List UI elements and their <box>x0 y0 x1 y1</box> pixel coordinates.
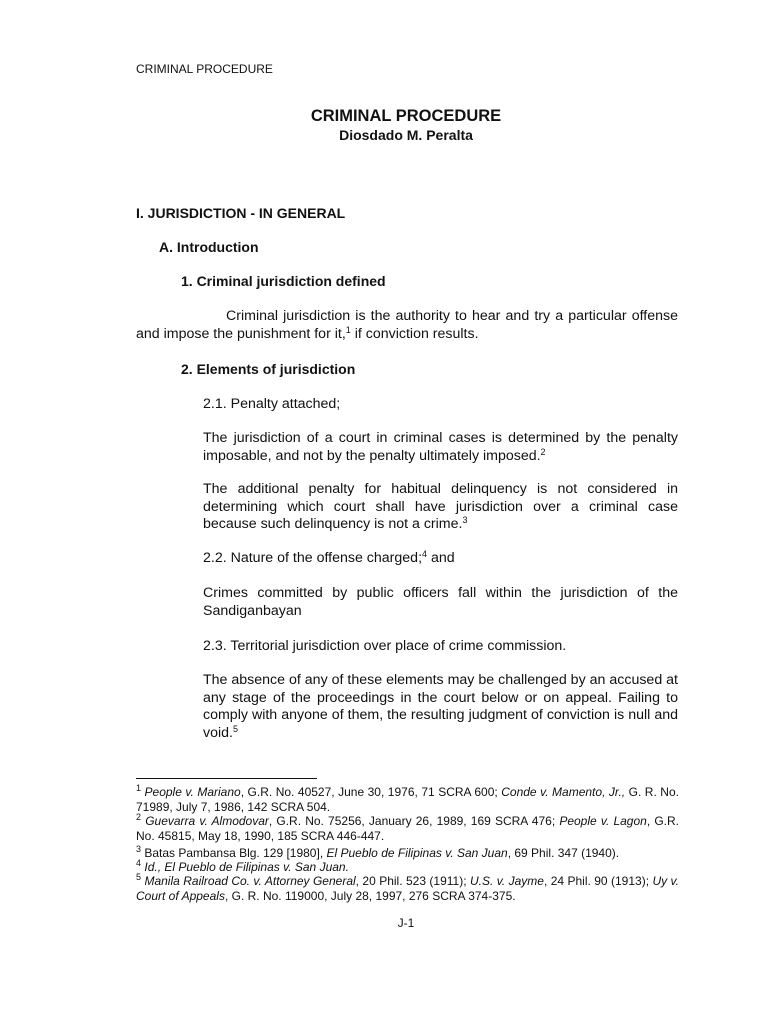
page-number: J-1 <box>397 916 415 930</box>
habitual-delinquency-paragraph: The additional penalty for habitual delinquency is not considered in determining which court shall have jurisdiction over a criminal case because such delinquency is not a crime.$^3$ <box>203 481 678 533</box>
subsection-heading: A. Introduction <box>159 239 259 255</box>
footnote-separator <box>136 778 317 779</box>
public-officers-paragraph: Crimes committed by public officers fall within the jurisdiction of the Sandiganbayan <box>203 585 678 619</box>
element-penalty: 2.1. Penalty attached; <box>203 396 341 412</box>
element-territorial: 2.3. Territorial jurisdiction over place of crime commission. <box>203 638 567 654</box>
footnote-1: $^1$ People v. Mariano, G.R. No. 40527, June 30, 1976, 71 SCRA 600; Conde v. Mamento, Jr., G. R. No. 71989, July 7, 1986, 142 SCRA 504. <box>136 783 679 814</box>
document-title: CRIMINAL PROCEDURE <box>310 107 502 125</box>
footnote-4: $^4$ Id., El Pueblo de Filipinas v. San Juan. <box>136 858 349 874</box>
element-nature-of-offense: 2.2. Nature of the offense charged;$^4$ and <box>203 549 455 566</box>
footnote-3: $^3$ Batas Pambansa Blg. 129 [1980], El Pueblo de Filipinas v. San Juan, 69 Phil. 347 (1940). <box>136 844 620 860</box>
section-heading: I. JURISDICTION - IN GENERAL <box>136 205 346 221</box>
footnote-ref[interactable]: 3 <box>462 515 468 526</box>
absence-paragraph: The absence of any of these elements may be challenged by an accused at any stage of the proceedings in the court below or on appeal. Failing to comply with anyone of them, the resulting judgment of conviction is null and void.$^5$ <box>203 672 678 741</box>
footnote-ref[interactable]: 2 <box>540 446 546 457</box>
definition-paragraph: Criminal jurisdiction is the authority to hear and try a particular offense and impose the punishment for it,$^1$ if conviction results. <box>136 308 678 342</box>
item-heading-criminal-jurisdiction: 1. Criminal jurisdiction defined <box>181 273 386 289</box>
running-header: CRIMINAL PROCEDURE <box>136 62 273 76</box>
footnote-2: $^2$ Guevarra v. Almodovar, G.R. No. 75256, January 26, 1989, 169 SCRA 476; People v. Lagon, G.R. No. 45815, May 18, 1990, 185 SCRA 446-447. <box>136 812 679 843</box>
footnote-5: $^5$ Manila Railroad Co. v. Attorney General, 20 Phil. 523 (1911); U.S. v. Jayme, 24 Phil. 90 (1913); Uy v. Court of Appeals, G. R. No. 119000, July 28, 1997, 276 SCRA 374-375. <box>136 872 680 903</box>
footnote-ref[interactable]: 1 <box>345 324 351 335</box>
document-author: Diosdado M. Peralta <box>339 127 473 143</box>
penalty-paragraph: The jurisdiction of a court in criminal cases is determined by the penalty imposable, and not by the penalty ultimately imposed.$^2$ <box>203 430 678 464</box>
footnote-ref[interactable]: 4 <box>422 549 428 559</box>
footnote-ref[interactable]: 5 <box>232 723 238 734</box>
item-heading-elements: 2. Elements of jurisdiction <box>181 361 356 377</box>
